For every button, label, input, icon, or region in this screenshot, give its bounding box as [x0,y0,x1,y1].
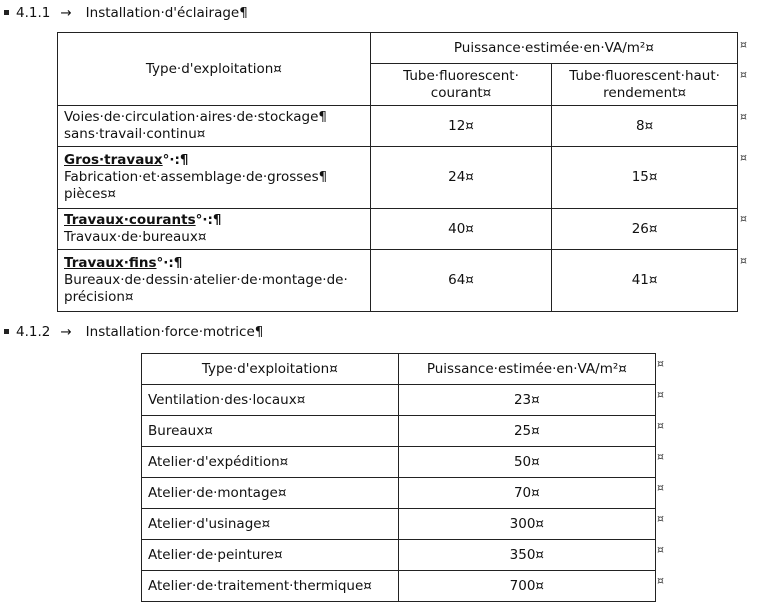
row-label-cell [58,106,371,147]
row-end-mark: ¤ [657,512,664,525]
row-label-line1: Voies·de·circulation·aires·de·stockage¶ [64,109,327,125]
row-end-mark: ¤ [740,254,747,267]
row-title-suffix: °·:¶ [195,212,222,228]
row-end-mark: ¤ [740,212,747,225]
row-title-suffix: °·:¶ [156,255,183,271]
row-label-line1: Bureaux·de·dessin·atelier·de·montage·de· [64,272,348,288]
section-number: 4.1.2 [16,324,51,340]
table-row [58,106,738,147]
row-end-mark: ¤ [740,38,747,51]
header-col2-line1: Tube·fluorescent·haut· [569,67,720,84]
section-title: Installation·d'éclairage¶ [85,5,248,21]
row-title: Gros·travaux [64,152,163,168]
row-label: Ventilation·des·locaux¤ [142,385,399,416]
row-end-mark: ¤ [657,388,664,401]
row-label-line2: précision¤ [64,289,134,305]
table-row [142,509,656,540]
table-row [58,209,738,250]
row-label: Atelier·de·montage¤ [142,478,399,509]
table-row [58,250,738,312]
lighting-table [57,32,738,312]
row-label: Atelier·d'expédition¤ [142,447,399,478]
header-col2-cell [552,64,738,106]
row-end-mark: ¤ [740,68,747,81]
row-value: 50¤ [398,447,655,478]
header-col2-line2: rendement¤ [603,84,687,101]
row-end-mark: ¤ [657,574,664,587]
row-end-mark: ¤ [740,110,747,123]
row-title: Travaux·courants [64,212,196,228]
row-label-line1: Fabrication·et·assemblage·de·grosses¶ [64,169,328,185]
row-value-1: 40¤ [370,209,551,250]
row-label-cell [58,250,371,312]
table-row [142,478,656,509]
header-col1-cell [370,64,551,106]
row-end-mark: ¤ [657,450,664,463]
header-type-cell: Type·d'exploitation¤ [142,354,399,385]
header-power-cell [370,33,737,64]
row-end-mark: ¤ [657,543,664,556]
row-label-line1: Travaux·de·bureaux¤ [64,229,207,245]
row-label-line2: pièces¤ [64,186,116,202]
square-bullet-icon [4,10,9,15]
tab-arrow-icon: → [60,324,72,340]
row-label: Atelier·de·peinture¤ [142,540,399,571]
header-col1-line1: Tube·fluorescent· [403,67,519,84]
row-end-mark: ¤ [657,481,664,494]
table-row [142,447,656,478]
row-value-2: 26¤ [552,209,738,250]
row-value-2: 8¤ [552,106,738,147]
row-value: 25¤ [398,416,655,447]
section-heading-4-1-1 [4,2,248,24]
row-value-2: 15¤ [552,147,738,209]
row-value: 350¤ [398,540,655,571]
row-label: Bureaux¤ [142,416,399,447]
table-row [142,385,656,416]
header-power-cell: Puissance·estimée·en·VA/m²¤ [398,354,655,385]
motive-power-table [141,353,656,602]
row-label-cell [58,209,371,250]
row-value: 23¤ [398,385,655,416]
table-row [142,540,656,571]
row-value-1: 24¤ [370,147,551,209]
row-title-suffix: °·:¶ [162,152,189,168]
section-heading-4-1-2 [4,321,263,343]
table-row [58,147,738,209]
row-value-1: 12¤ [370,106,551,147]
row-end-mark: ¤ [657,357,664,370]
row-value: 70¤ [398,478,655,509]
tab-arrow-icon: → [60,5,72,21]
header-col1-line2: courant¤ [430,84,492,101]
row-value-2: 41¤ [552,250,738,312]
section-title: Installation·force·motrice¶ [85,324,264,340]
row-label-cell [58,147,371,209]
row-value: 700¤ [398,571,655,602]
section-number: 4.1.1 [16,5,51,21]
row-title: Travaux·fins [64,255,157,271]
square-bullet-icon [4,329,9,334]
row-label: Atelier·de·traitement·thermique¤ [142,571,399,602]
table-row [142,571,656,602]
header-type-cell [58,33,371,106]
row-end-mark: ¤ [657,419,664,432]
table-row [142,416,656,447]
row-label: Atelier·d'usinage¤ [142,509,399,540]
row-label-line2: sans·travail·continu¤ [64,126,206,142]
row-value-1: 64¤ [370,250,551,312]
header-power-label: Puissance·estimée·en·VA/m²¤ [453,39,654,56]
row-end-mark: ¤ [740,151,747,164]
row-value: 300¤ [398,509,655,540]
header-type-label: Type·d'exploitation¤ [145,60,282,77]
